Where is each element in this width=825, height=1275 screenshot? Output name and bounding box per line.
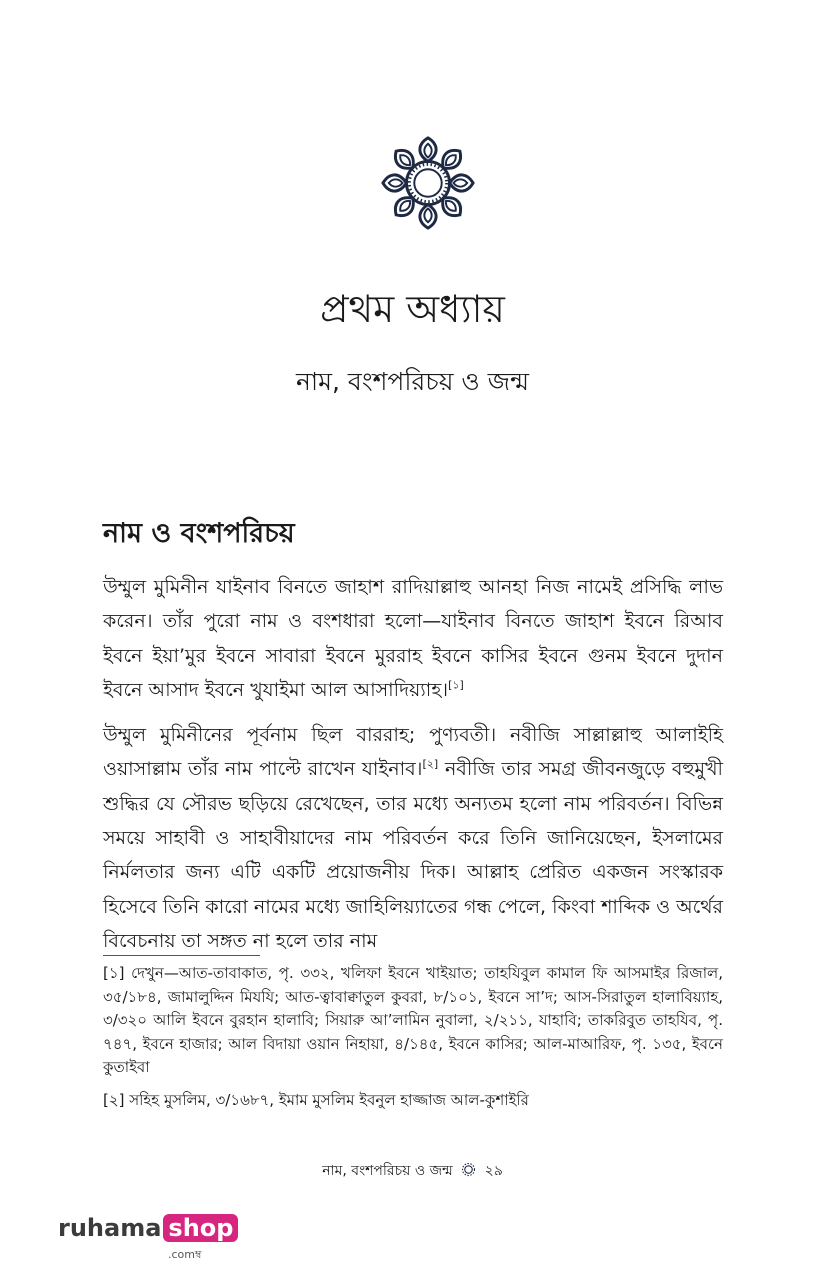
running-title: নাম, বংশপরিচয় ও জন্ম [322, 1163, 453, 1179]
logo-domain: .comম্ব [168, 1248, 202, 1261]
page-number: ২৯ [484, 1163, 503, 1179]
footnotes [103, 962, 723, 1121]
footnote-ref-1[interactable]: [১] [448, 678, 464, 692]
small-mandala-icon [461, 1162, 476, 1177]
paragraph-1-text: উম্মুল মুমিনীন যাইনাব বিনতে জাহাশ রাদিয়াল্লাহু আনহা নিজ নামেই প্রসিদ্ধি লাভ করেন। তাঁর পুরো নাম ও বংশধারা হলো—যাইনাব বিনতে জাহাশ ইবনে রিআব ইবনে ইয়া’মুর ইবনে সাবারা ইবনে মুররাহ ইবনে কাসির ইবনে গুনম ইবনে দুদান ইবনে আসাদ ইবনে খুযাইমা আল আসাদিয়্যাহ। [103, 576, 723, 701]
section-heading: নাম ও বংশপরিচয় [103, 518, 295, 549]
footnote-divider [103, 955, 260, 956]
body-text [103, 570, 723, 969]
paragraph-2-text-a: উম্মুল মুমিনীনের পূর্বনাম ছিল বাররাহ; পুণ্যবতী। নবীজি সাল্লাল্লাহু আলাইহি ওয়াসাল্লাম তাঁর নাম পাল্টে রাখেন যাইনাব। [103, 724, 723, 781]
ruhamashop-logo [58, 1213, 238, 1243]
paragraph-2 [103, 718, 723, 958]
logo-text-shop: shop [163, 1214, 238, 1242]
paragraph-2-text-b: নবীজি তার সমগ্র জীবনজুড়ে বহুমুখী শুদ্ধির যে সৌরভ ছড়িয়ে রেখেছেন, তার মধ্যে অন্যতম হলো নাম পরিবর্তন। বিভিন্ন সময়ে সাহাবী ও সাহাবীয়াদের নাম পরিবর্তন করে তিনি জানিয়েছেন, ইসলামের নির্মলতার জন্য এটি একটি প্রয়োজনীয় দিক। আল্লাহ প্রেরিত একজন সংস্কারক হিসেবে তিনি কারো নামের মধ্যে জাহিলিয়্যাতের গন্ধ পেলে, কিংবা শাব্দিক ও অর্থের বিবেচনায় তা সঙ্গত না হলে তার নাম [103, 758, 723, 952]
footnote-1: [১] দেখুন—আত-তাবাকাত, পৃ. ৩৩২, খলিফা ইবনে খাইয়াত; তাহযিবুল কামাল ফি আসমাইর রিজাল, ৩৫/১৮৪, জামালুদ্দিন মিযযি; আত-ত্বাবাক্বাতুল কুবরা, ৮/১০১, ইবনে সা’দ; আস-সিরাতুল হালাবিয়্যাহ, ৩/৩২০ আলি ইবনে বুরহান হালাবি; সিয়ারু আ’লামিন নুবালা, ২/২১১, যাহাবি; তাকরিবুত তাহযিব, পৃ. ৭৪৭, ইবনে হাজার; আল বিদায়া ওয়ান নিহায়া, ৪/১৪৫, ইবনে কাসির; আল-মাআরিফ, পৃ. ১৩৫, ইবনে কুতাইবা [103, 964, 723, 1076]
footnote-2: [২] সহিহ মুসলিম, ৩/১৬৮৭, ইমাম মুসলিম ইবনুল হাজ্জাজ আল-কুশাইরি [103, 1090, 529, 1109]
logo-text-ruhama: ruhama [58, 1214, 162, 1242]
paragraph-1 [103, 570, 723, 707]
chapter-subtitle: নাম, বংশপরিচয় ও জন্ম [295, 367, 530, 396]
footnote-ref-2[interactable]: [২] [422, 758, 439, 772]
lotus-mandala-icon [379, 134, 477, 232]
chapter-title: প্রথম অধ্যায় [320, 287, 505, 331]
running-footer [0, 1161, 825, 1181]
